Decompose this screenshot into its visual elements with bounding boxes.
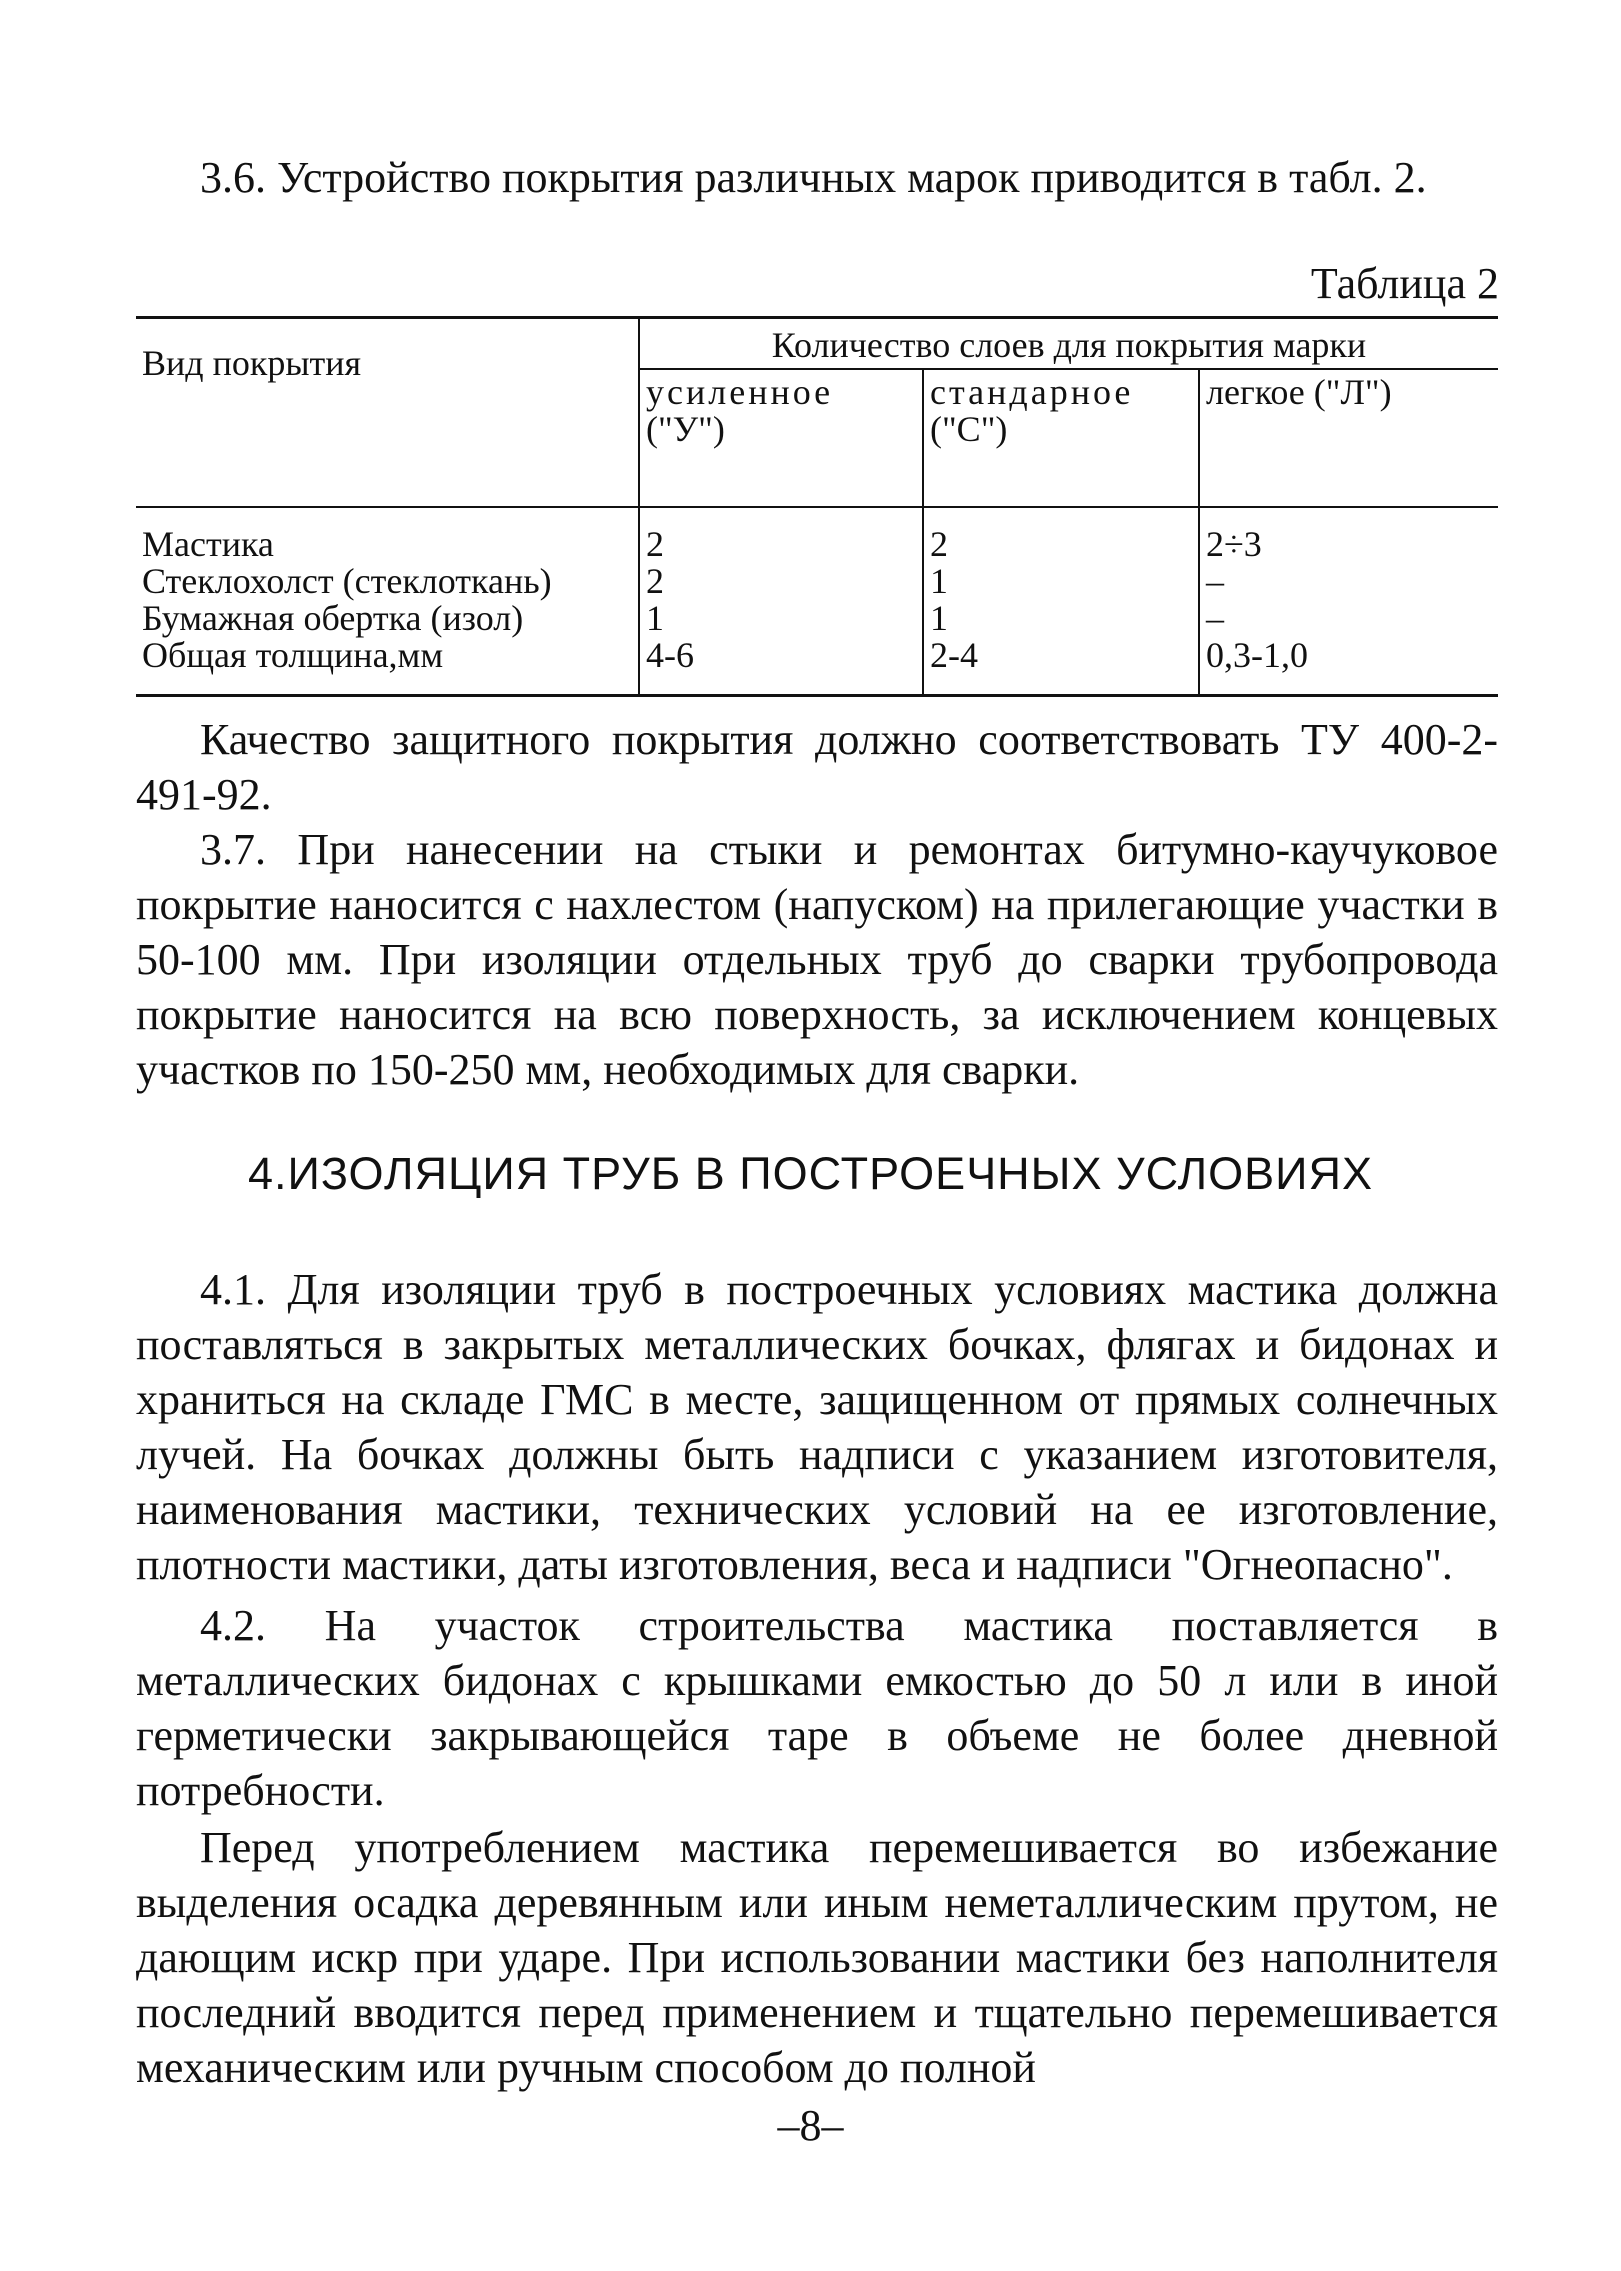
subheader-standard: стандарное ("С") [923,369,1199,507]
column-reinforced [639,507,923,696]
table-2 [136,316,1498,697]
paragraph-mixing: Перед употреблением мастика перемешивается во избежание выделения осадка деревянным или иным неметаллическим прутом, не дающим искр при ударе. При использовании мастики без наполнителя последний вводится перед применением и тщательно перемешивается механическим или ручным способом до полной [136,1823,1498,2092]
section-heading: 4.ИЗОЛЯЦИЯ ТРУБ В ПОСТРОЕЧНЫХ УСЛОВИЯХ [247,1148,1374,1199]
paragraph-4-2: 4.2. На участок строительства мастика поставляется в металлических бидонах с крышками емкостью до 50 л или в иной герметически закрывающейся таре в объеме не более дневной потребности. [136,1601,1498,1815]
table-cell: 1 [930,598,948,638]
table-cell: – [1206,561,1224,601]
page-number: –8– [777,2101,844,2150]
table-row-name: Бумажная обертка (изол) [142,598,524,638]
table-caption: Таблица 2 [1310,259,1499,308]
table-row-name: Стеклохолст (стеклоткань) [142,561,552,601]
table-cell: 4-6 [646,635,694,675]
subheader-light: легкое ("Л") [1199,369,1498,507]
table-cell: 2 [646,524,664,564]
paragraph-4-1: 4.1. Для изоляции труб в построечных условиях мастика должна поставляться в закрытых металлических бочках, флягах и бидонах и храниться на складе ГМС в месте, защищенном от прямых солнечных лучей. На бочках должны быть надписи с указанием изготовителя, наименования мастики, технических условий на ее изготовление, плотности мастики, даты изготовления, веса и надписи "Огнеопасно". [136,1265,1498,1589]
table-row-name: Мастика [142,524,274,564]
group-header: Количество слоев для покрытия марки [639,319,1498,369]
column-standard [923,507,1199,696]
table-cell: 2÷3 [1206,524,1262,564]
table-cell: 1 [646,598,664,638]
paragraph-3-6: 3.6. Устройство покрытия различных марок приводится в табл. 2. [200,153,1427,202]
subheader-reinforced: усиленное ("У") [639,369,923,507]
paragraph-quality: Качество защитного покрытия должно соответствовать ТУ 400-2-491-92. [136,715,1498,819]
row-names [136,507,639,696]
column-header-type: Вид покрытия [142,343,362,383]
table-cell: 2 [930,524,948,564]
table-cell: 0,3-1,0 [1206,635,1308,675]
column-light [1199,507,1498,696]
paragraph-3-7: 3.7. При нанесении на стыки и ремонтах битумно-каучуковое покрытие наносится с нахлестом (напуском) на прилегающие участки в 50-100 мм. При изоляции отдельных труб до сварки трубопровода покрытие наносится на всю поверхность, за исключением концевых участков по 150-250 мм, необходимых для сварки. [136,825,1498,1094]
table-cell: 2-4 [930,635,978,675]
table-cell: 1 [930,561,948,601]
table-cell: 2 [646,561,664,601]
table-cell: – [1206,598,1224,638]
table-row-name: Общая толщина,мм [142,635,444,675]
